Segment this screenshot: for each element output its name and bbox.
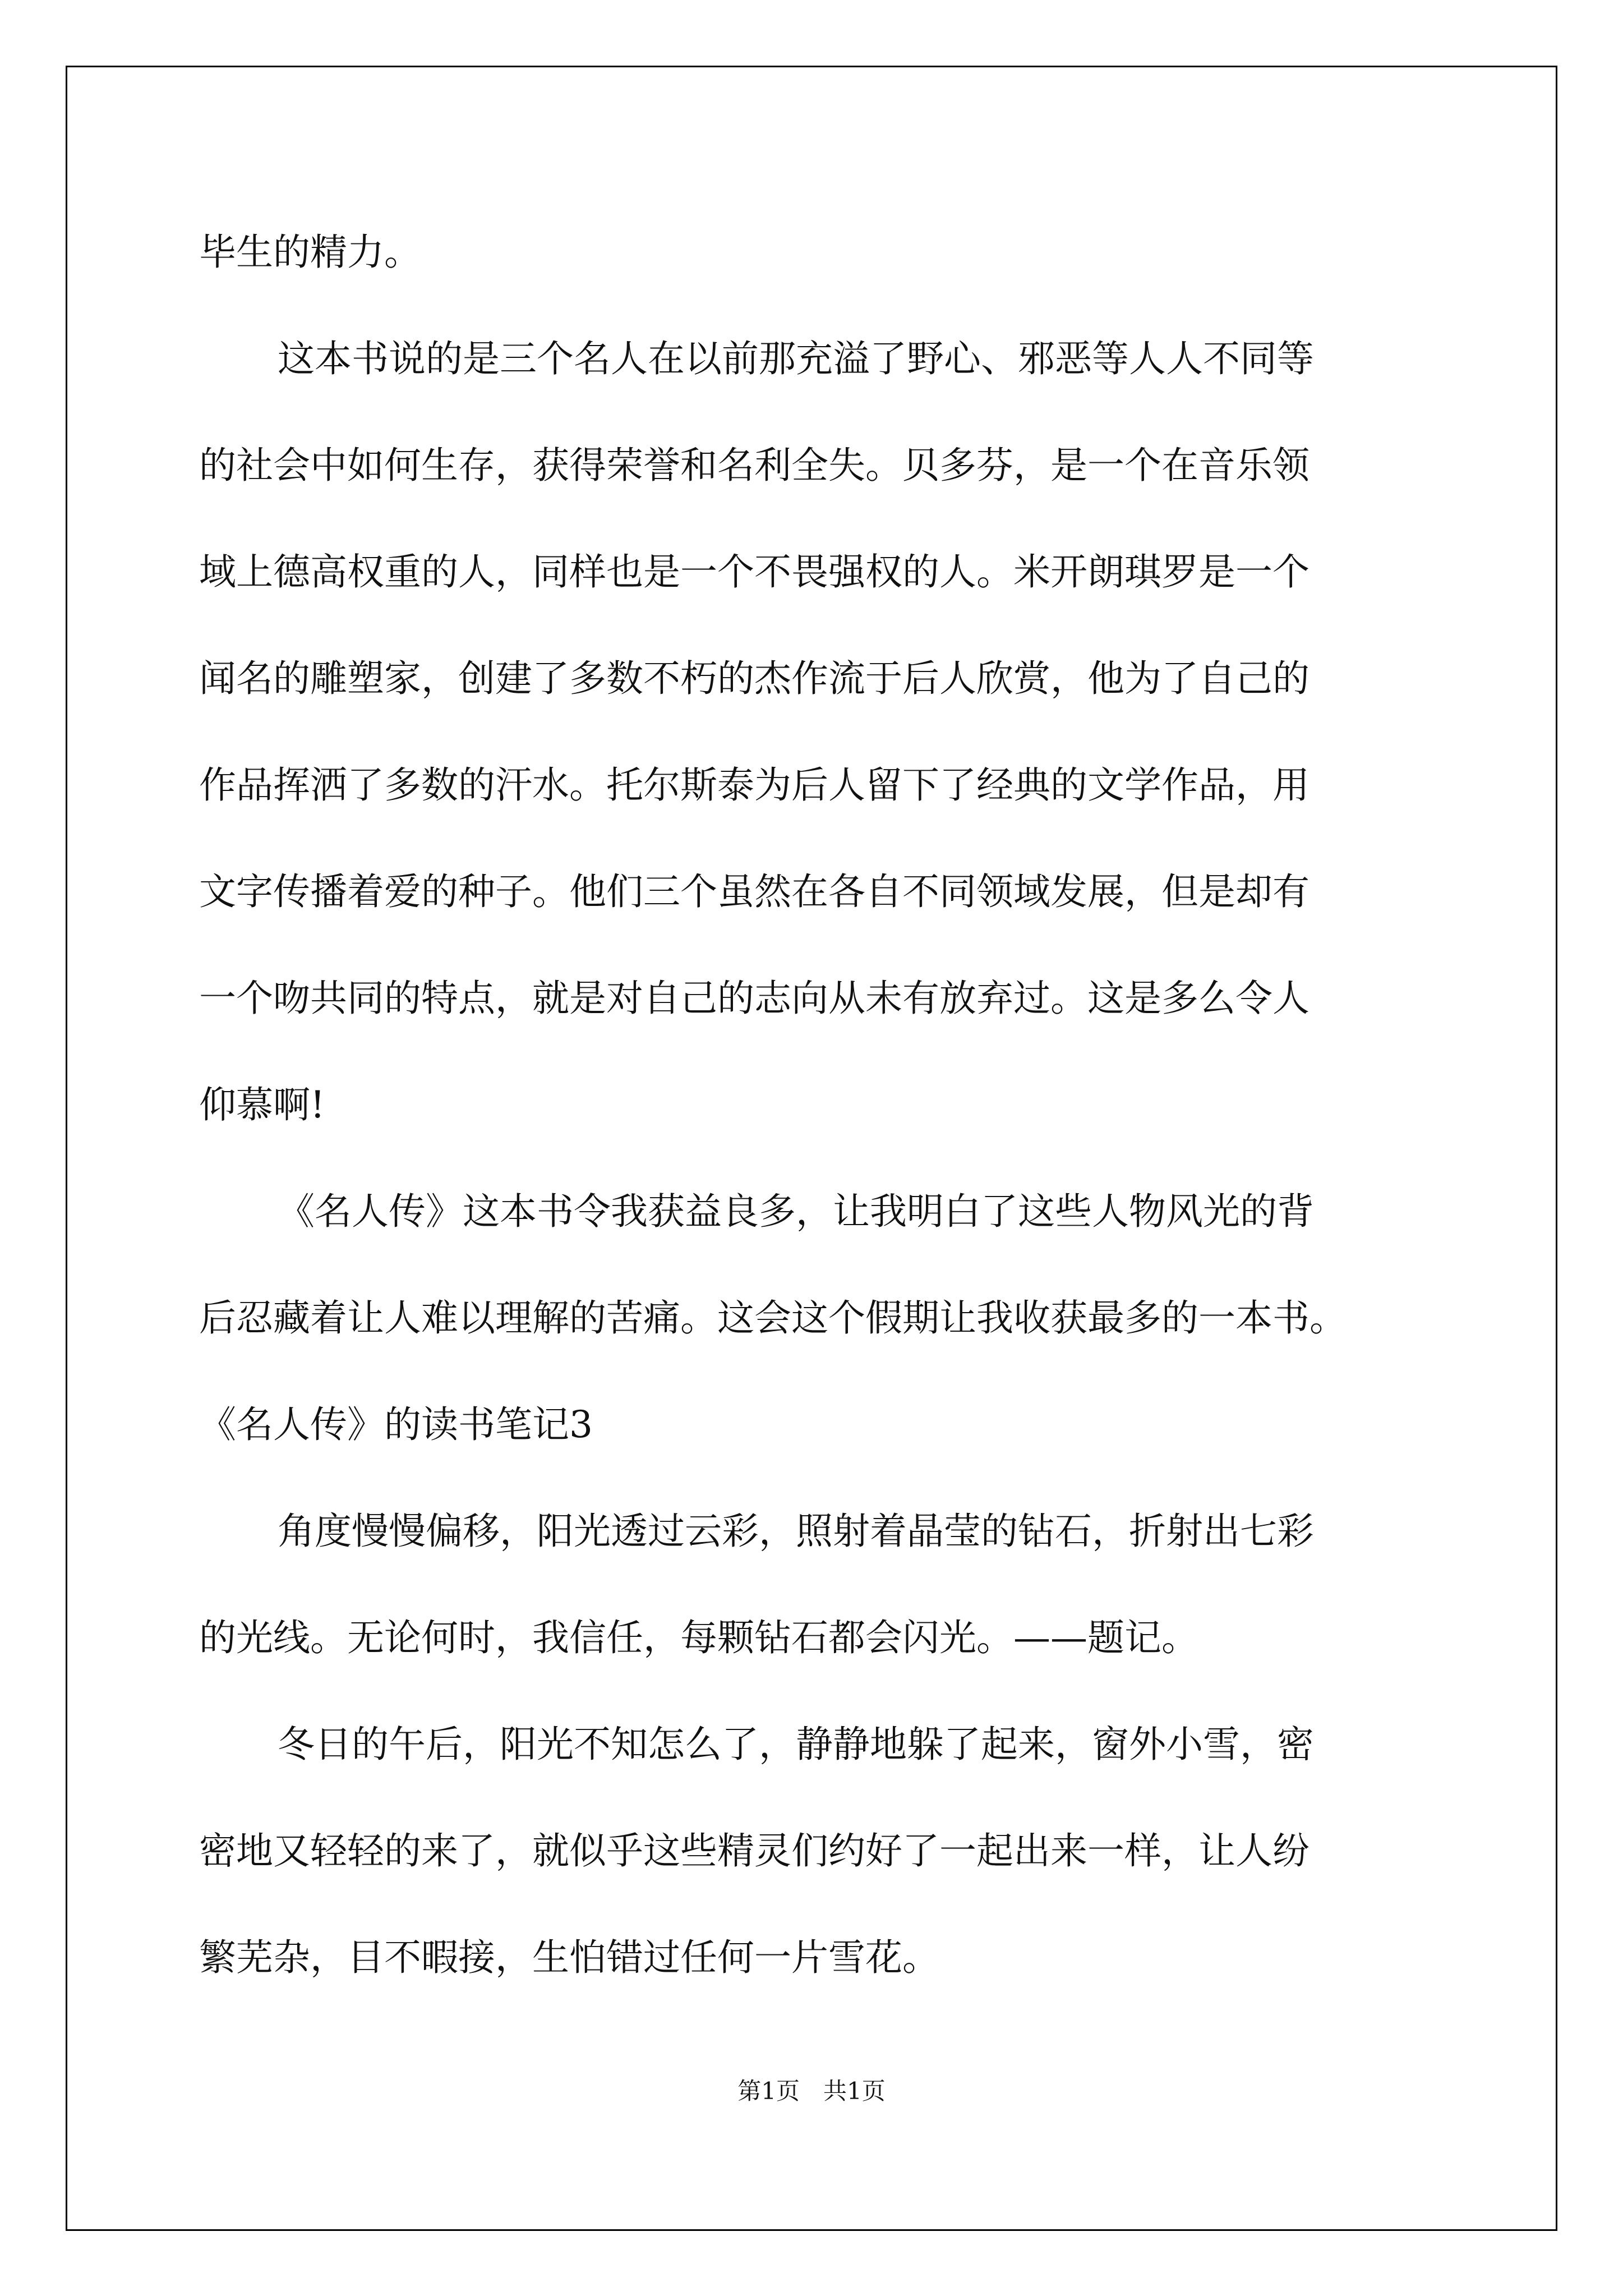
document-body	[199, 199, 1433, 2011]
text-line-8: 一个吻共同的特点，就是对自己的志向从未有放弃过。这是多么令人	[199, 977, 1310, 1020]
text-line-6: 作品挥洒了多数的汗水。托尔斯泰为后人留下了经典的文学作品，用	[199, 763, 1310, 807]
text-line-9: 仰慕啊!	[199, 1083, 325, 1126]
text-line-14: 的光线。无论何时，我信任，每颗钻石都会闪光。——题记。	[199, 1616, 1198, 1659]
text-line-11: 后忍藏着让人难以理解的苦痛。这会这个假期让我收获最多的一本书。	[199, 1296, 1347, 1340]
text-line-16: 密地又轻轻的来了，就似乎这些精灵们约好了一起出来一样，让人纷	[199, 1829, 1310, 1872]
text-line-3: 的社会中如何生存，获得荣誉和名利全失。贝多芬，是一个在音乐领	[199, 444, 1310, 487]
page-number-footer: 第1页 共1页	[737, 2077, 886, 2105]
text-line-2: 这本书说的是三个名人在以前那充溢了野心、邪恶等人人不同等	[278, 337, 1314, 380]
text-line-17: 繁芜杂，目不暇接，生怕错过任何一片雪花。	[199, 1936, 939, 1979]
text-line-7: 文字传播着爱的种子。他们三个虽然在各自不同领域发展，但是却有	[199, 870, 1310, 913]
text-line-13: 角度慢慢偏移，阳光透过云彩，照射着晶莹的钻石，折射出七彩	[278, 1510, 1314, 1553]
text-line-5: 闻名的雕塑家，创建了多数不朽的杰作流于后人欣赏，他为了自己的	[199, 657, 1310, 700]
section-heading: 《名人传》的读书笔记3	[199, 1403, 593, 1446]
text-line-15: 冬日的午后，阳光不知怎么了，静静地躲了起来，窗外小雪，密	[278, 1723, 1314, 1766]
text-line-10: 《名人传》这本书令我获益良多，让我明白了这些人物风光的背	[278, 1190, 1314, 1233]
text-line-1: 毕生的精力。	[199, 231, 421, 274]
text-line-4: 域上德高权重的人，同样也是一个不畏强权的人。米开朗琪罗是一个	[199, 550, 1310, 593]
